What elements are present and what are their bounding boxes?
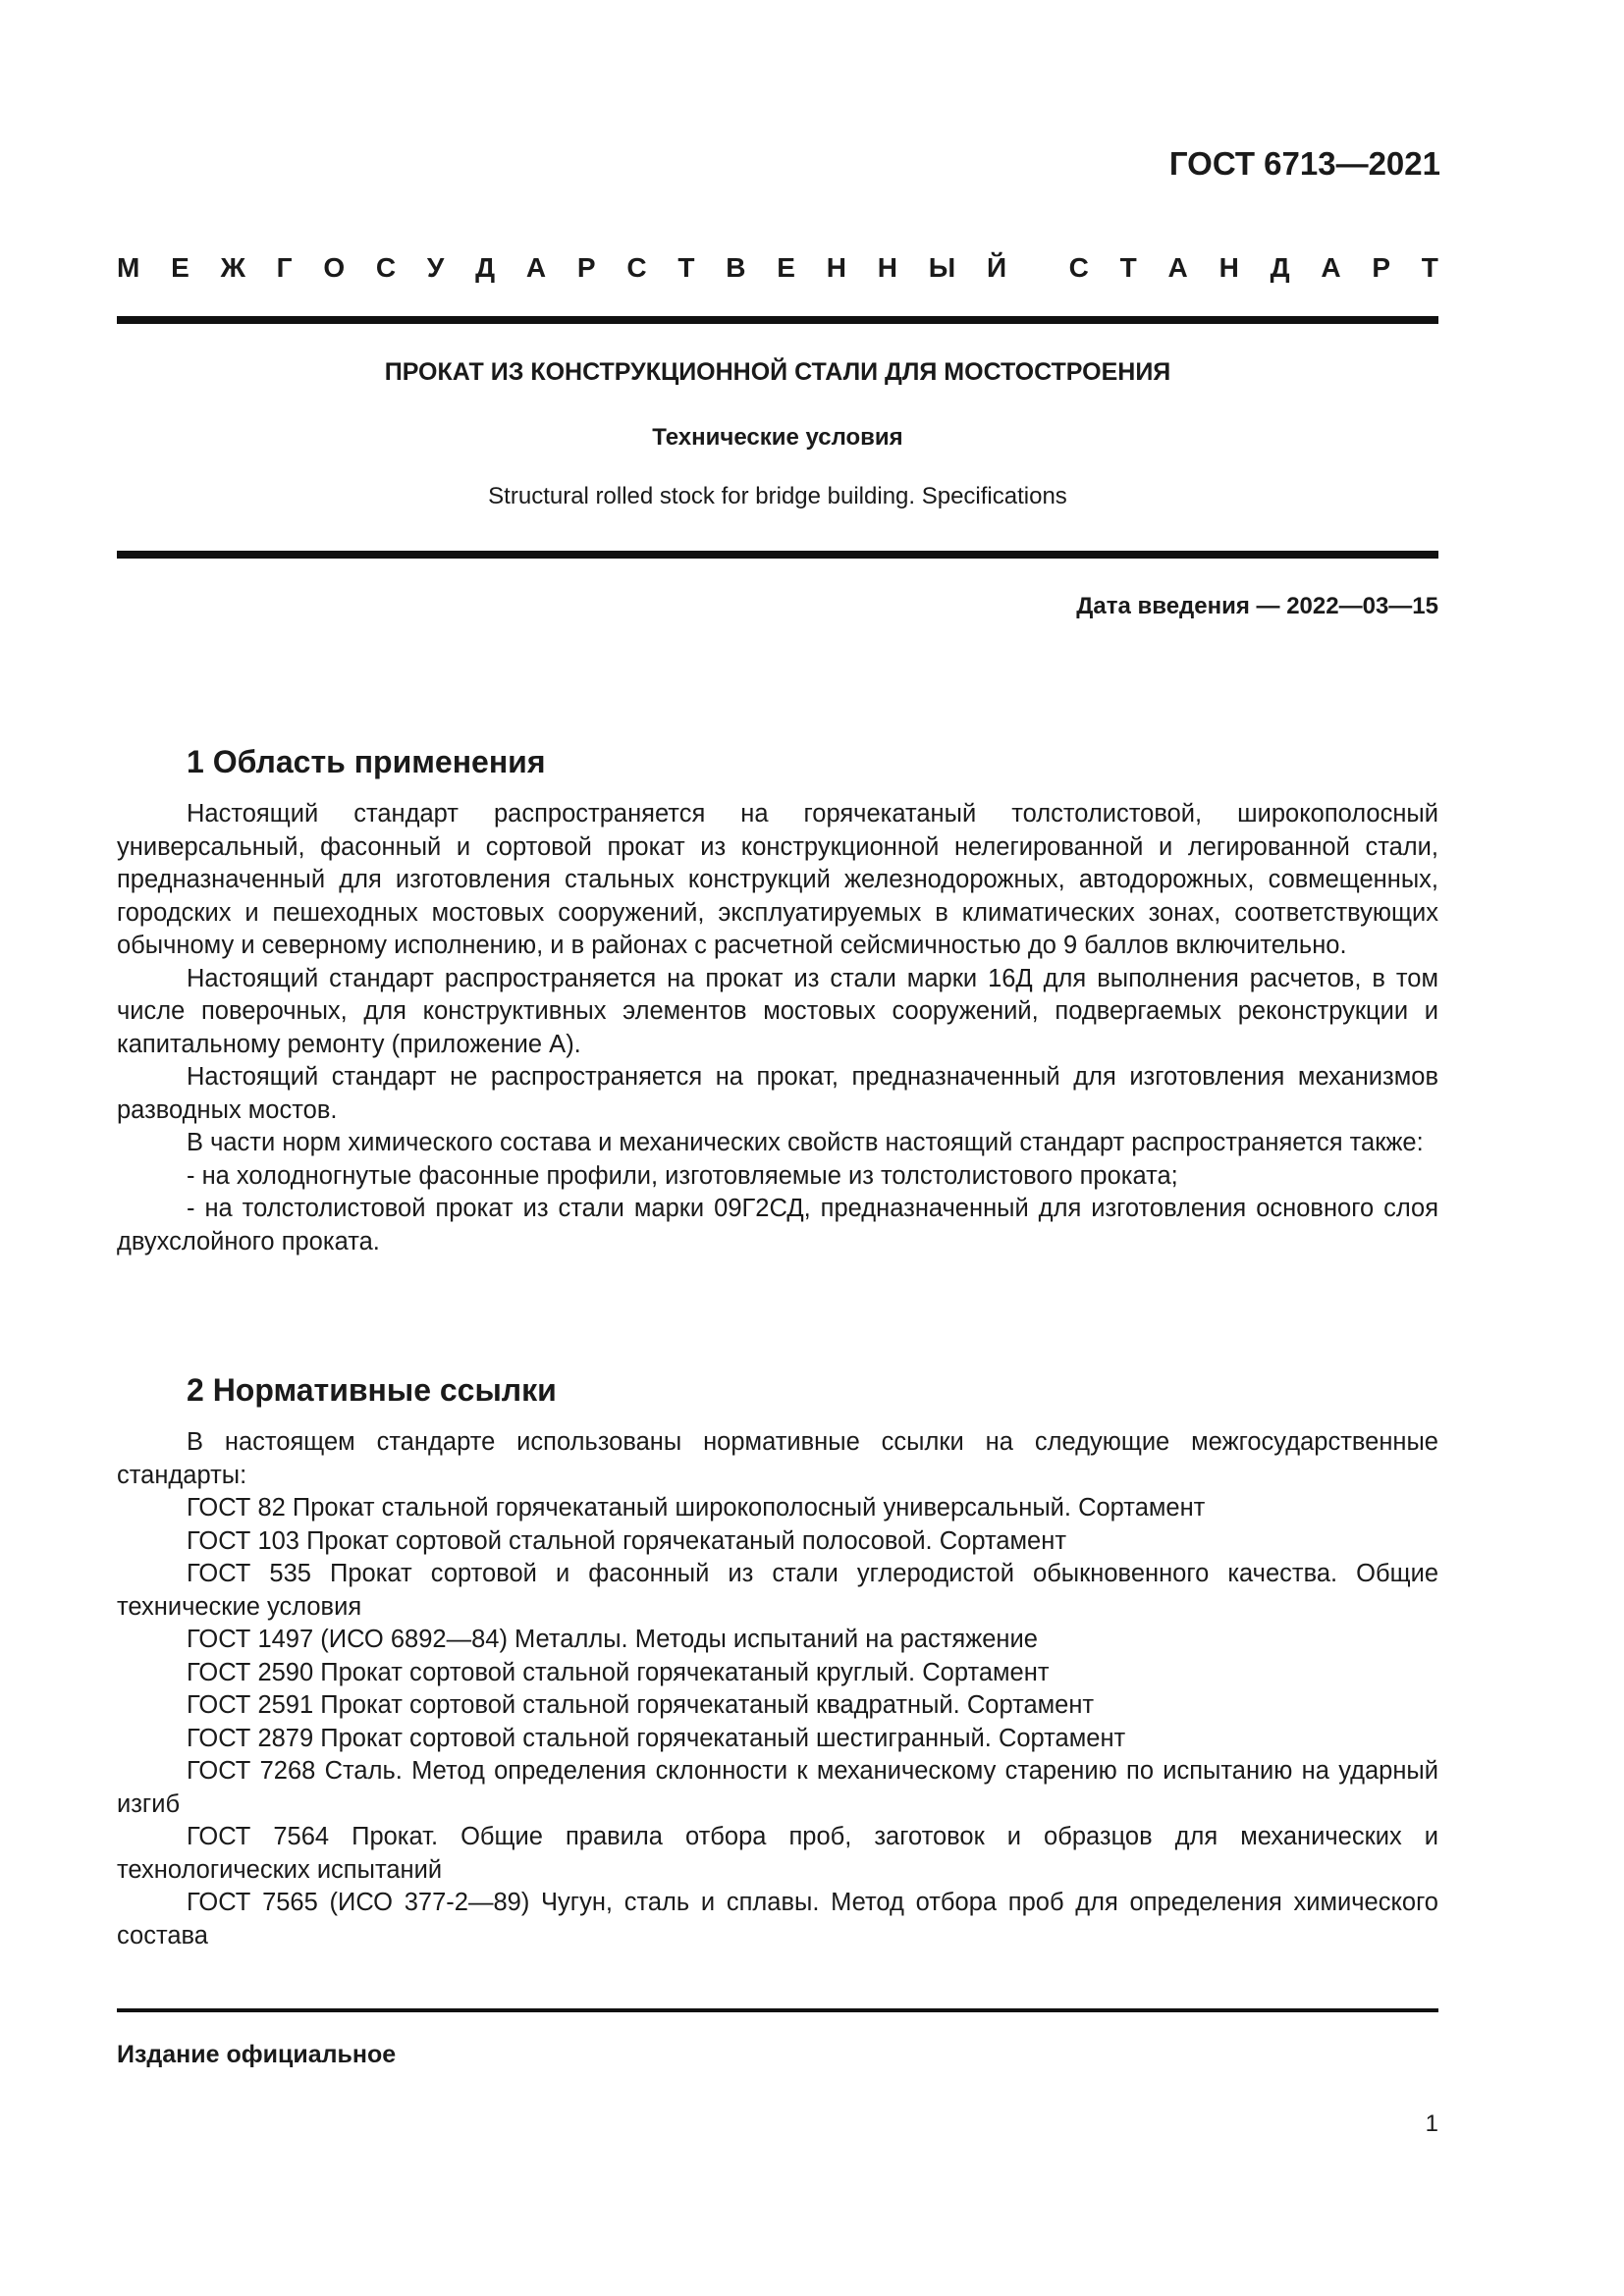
title-rule bbox=[117, 551, 1438, 559]
banner-letter: Г bbox=[276, 252, 293, 283]
paragraph: Настоящий стандарт не распространяется на прокат, предназначенный для изготовления механизмов разводных мостов. bbox=[117, 1063, 1438, 1124]
document-number: ГОСТ 6713—2021 bbox=[1168, 145, 1440, 182]
footer-rule bbox=[117, 2008, 1438, 2012]
banner-letter: Й bbox=[986, 252, 1007, 283]
list-item: - на холодногнутые фасонные профили, изготовляемые из толстолистового проката; bbox=[187, 1161, 1178, 1190]
banner-letter: А bbox=[525, 252, 547, 283]
page-number: 1 bbox=[1425, 2110, 1438, 2137]
banner-letter: Н bbox=[826, 252, 846, 283]
reference-item: ГОСТ 82 Прокат стальной горячекатаный широкополосный универсальный. Сортамент bbox=[187, 1494, 1206, 1522]
paragraph: Настоящий стандарт распространяется на горячекатаный толстолистовой, широкополосный универсальный, фасонный и сортовой прокат из конструкционной нелегированной и легированной стали, предназначенный для изготовления стальных конструкций железнодорожных, автодорожных, совмещенных, городских и пешеходных мостовых сооружений, эксплуатируемых в климатических зонах, соответствующих обычному и северному исполнению, и в районах с расчетной сейсмичностью до 9 баллов включительно. bbox=[117, 800, 1438, 959]
banner-letter: Т bbox=[1119, 252, 1137, 283]
banner-letter: Т bbox=[677, 252, 695, 283]
banner-letter: Е bbox=[171, 252, 189, 283]
banner-letter: С bbox=[1068, 252, 1089, 283]
banner-letter: В bbox=[726, 252, 746, 283]
reference-item: ГОСТ 1497 (ИСО 6892—84) Металлы. Методы испытаний на растяжение bbox=[187, 1626, 1038, 1653]
header-rule bbox=[117, 316, 1438, 324]
paragraph: В настоящем стандарте использованы нормативные ссылки на следующие межгосударственные стандарты: bbox=[117, 1428, 1438, 1489]
document-subtitle: Технические условия bbox=[652, 424, 903, 451]
section-1-body bbox=[117, 798, 1438, 1258]
banner-letter: О bbox=[323, 252, 346, 283]
standard-type-banner bbox=[117, 252, 1438, 284]
document-english-title: Structural rolled stock for bridge building. Specifications bbox=[488, 483, 1067, 509]
reference-item: ГОСТ 103 Прокат сортовой стальной горячекатаный полосовой. Сортамент bbox=[187, 1526, 1066, 1555]
section-1-heading: 1 Область применения bbox=[187, 744, 546, 779]
reference-item: ГОСТ 7268 Сталь. Метод определения склонности к механическому старению по испытанию на ударный изгиб bbox=[117, 1757, 1438, 1818]
banner-letter: С bbox=[626, 252, 647, 283]
banner-letter: Р bbox=[1372, 252, 1391, 283]
reference-item: ГОСТ 7564 Прокат. Общие правила отбора проб, заготовок и образцов для механических и технологических испытаний bbox=[117, 1823, 1438, 1884]
banner-letter: А bbox=[1167, 252, 1188, 283]
banner-letter: Р bbox=[576, 252, 596, 283]
list-item: - на толстолистовой прокат из стали марки 09Г2СД, предназначенный для изготовления основного слоя двухслойного проката. bbox=[117, 1195, 1438, 1255]
banner-letter: Т bbox=[1421, 252, 1438, 283]
banner-letter: Н bbox=[1218, 252, 1239, 283]
banner-letter: Ы bbox=[928, 252, 956, 283]
paragraph: Настоящий стандарт распространяется на прокат из стали марки 16Д для выполнения расчетов, в том числе поверочных, для конструктивных элементов мостовых сооружений, подвергаемых реконструкции и капитальному ремонту (приложение А). bbox=[117, 964, 1438, 1058]
banner-letter: С bbox=[375, 252, 397, 283]
official-edition-label: Издание официальное bbox=[117, 2041, 397, 2068]
reference-item: ГОСТ 2591 Прокат сортовой стальной горячекатаный квадратный. Сортамент bbox=[187, 1691, 1095, 1719]
banner-letter: Д bbox=[475, 252, 496, 283]
banner-letter: У bbox=[426, 252, 445, 283]
introduction-date: Дата введения — 2022—03—15 bbox=[1076, 593, 1438, 619]
reference-item: ГОСТ 7565 (ИСО 377-2—89) Чугун, сталь и сплавы. Метод отбора проб для определения химического состава bbox=[117, 1889, 1438, 1949]
section-2-heading: 2 Нормативные ссылки bbox=[187, 1372, 557, 1408]
banner-letter: Ж bbox=[220, 252, 245, 283]
paragraph: В части норм химического состава и механических свойств настоящий стандарт распространяется также: bbox=[187, 1129, 1424, 1156]
banner-letter: Д bbox=[1270, 252, 1290, 283]
document-title: ПРОКАТ ИЗ КОНСТРУКЦИОННОЙ СТАЛИ ДЛЯ МОСТОСТРОЕНИЯ bbox=[384, 358, 1171, 386]
reference-item: ГОСТ 535 Прокат сортовой и фасонный из стали углеродистой обыкновенного качества. Общие технические условия bbox=[117, 1560, 1438, 1621]
section-2-body bbox=[117, 1426, 1438, 1952]
banner-letter: М bbox=[117, 252, 140, 283]
banner-letter: Н bbox=[877, 252, 897, 283]
banner-letter: Е bbox=[777, 252, 795, 283]
banner-letter: А bbox=[1321, 252, 1341, 283]
reference-item: ГОСТ 2590 Прокат сортовой стальной горячекатаный круглый. Сортамент bbox=[187, 1658, 1050, 1686]
reference-item: ГОСТ 2879 Прокат сортовой стальной горячекатаный шестигранный. Сортамент bbox=[187, 1724, 1126, 1752]
